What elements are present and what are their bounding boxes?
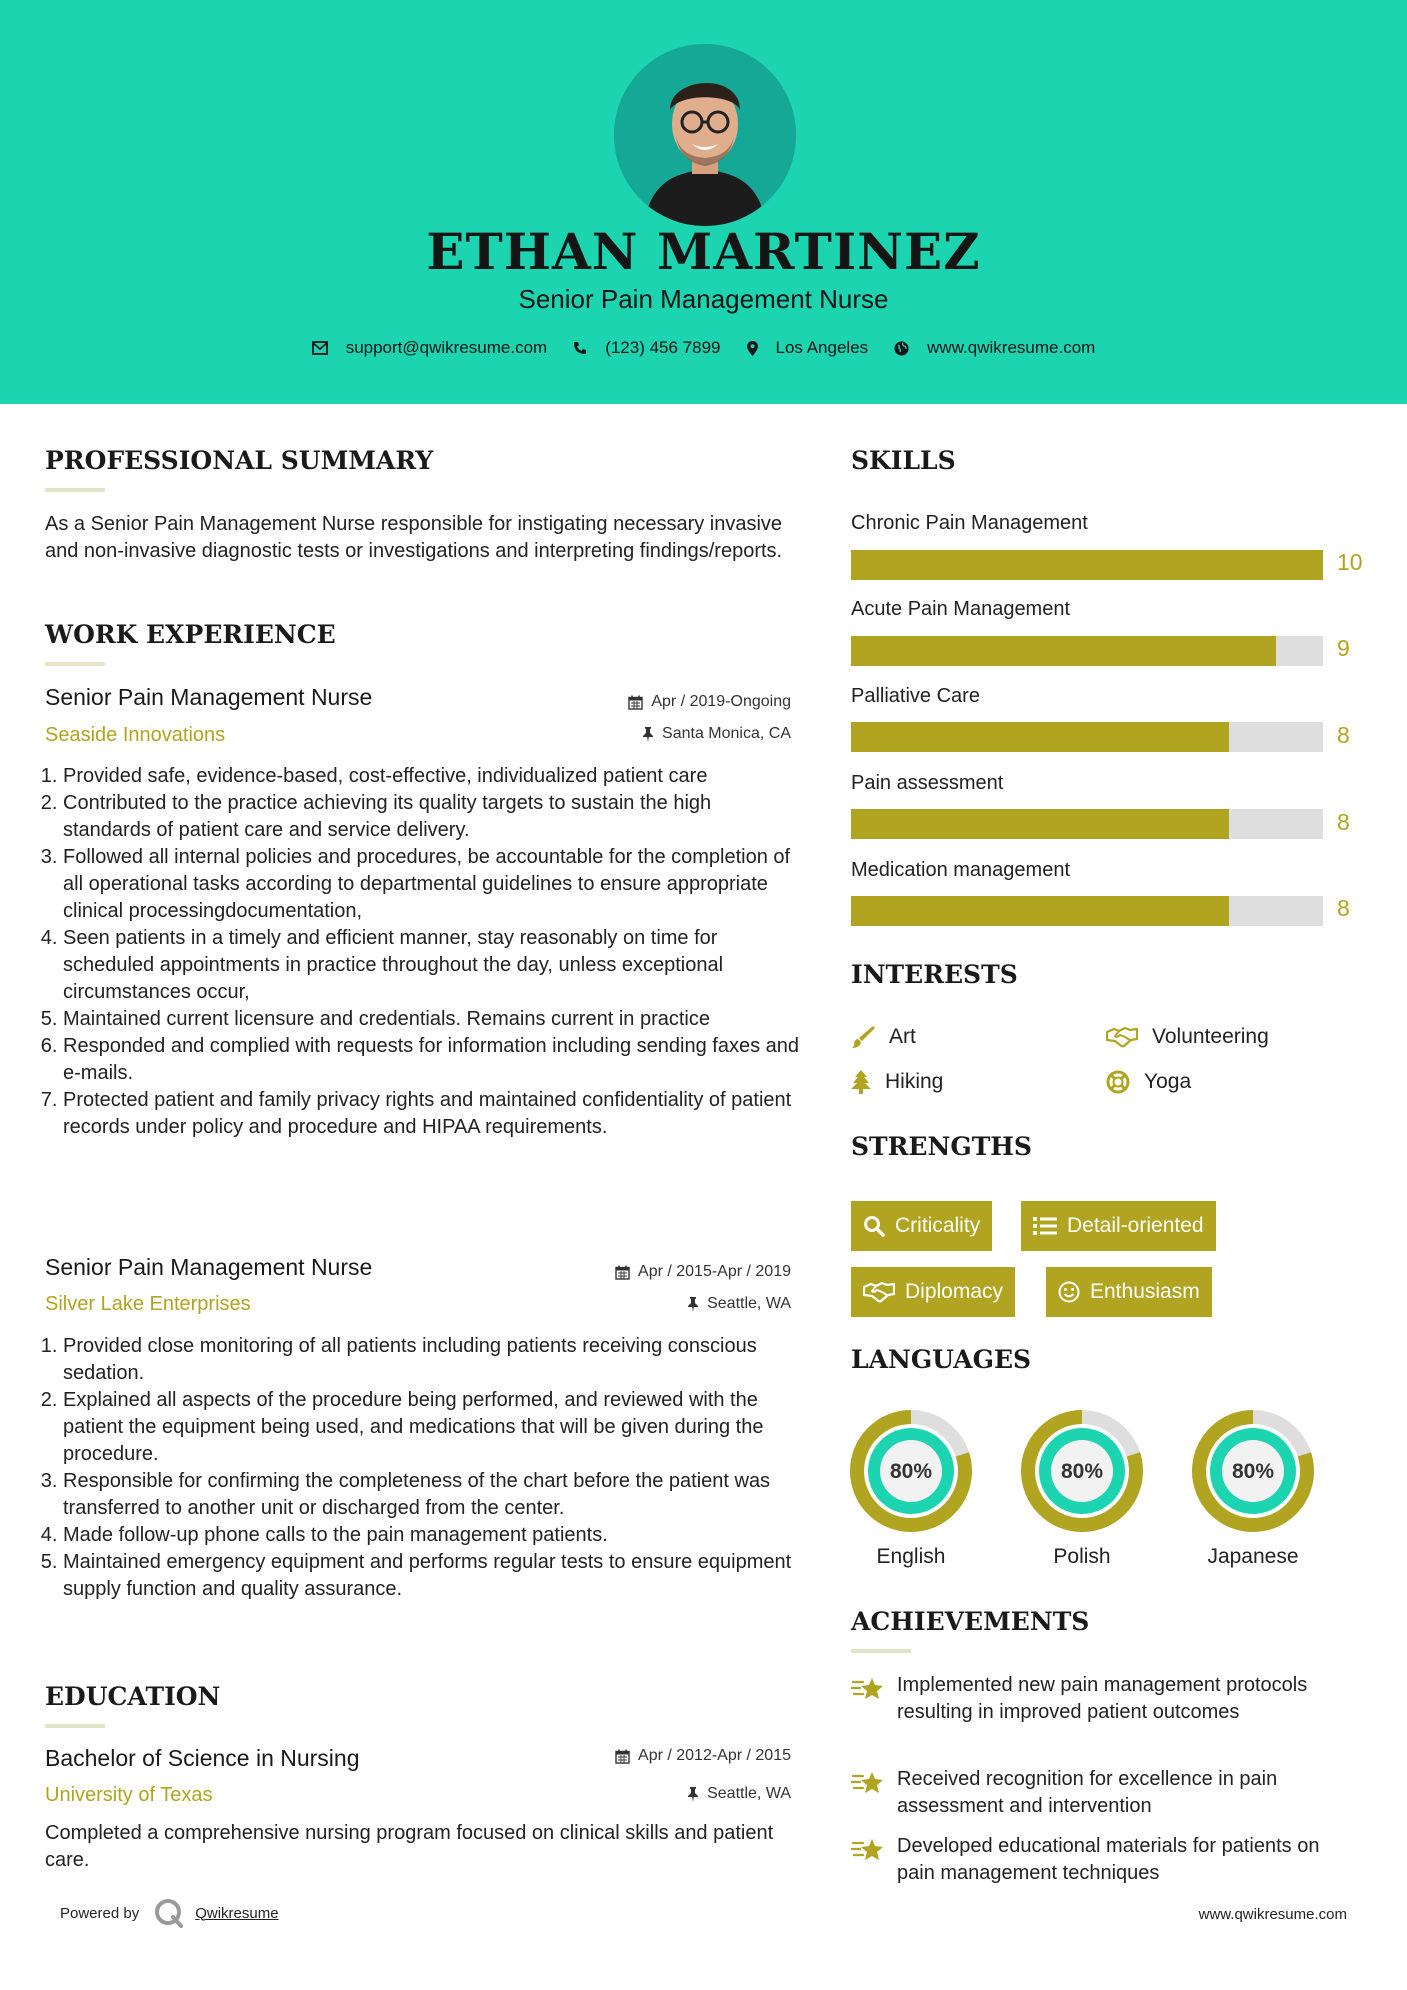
qwikresume-link[interactable]: Qwikresume: [195, 1904, 279, 1922]
pushpin-icon: [687, 1297, 699, 1312]
language-name: Polish: [1053, 1545, 1111, 1568]
job-date-text: Apr / 2015-Apr / 2019: [638, 1263, 791, 1280]
job-title: Senior Pain Management Nurse: [45, 684, 373, 710]
strength-chip: [1021, 1201, 1216, 1251]
contact-website-text: www.qwikresume.com: [927, 338, 1096, 357]
education-divider: [45, 1724, 105, 1728]
strength-chip: [851, 1201, 992, 1251]
language-name: English: [876, 1545, 946, 1568]
work-divider: [45, 662, 105, 666]
contact-location: [747, 338, 869, 358]
skill-name: Pain assessment: [851, 772, 1004, 794]
skill-bar-fill: [851, 896, 1229, 926]
list-item: 7. Protected patient and family privacy rights and maintained confidentiality of patient records under policy and procedure and HIPAA requirements.: [63, 1087, 800, 1141]
list-item: 4. Seen patients in a timely and efficient manner, stay reasonably on time for scheduled appointments in practice throughout the day, unless exceptional circumstances occur,: [63, 925, 800, 1006]
summary-divider: [45, 488, 105, 492]
interest-item: [851, 1025, 916, 1049]
interests-heading: INTERESTS: [851, 960, 1018, 989]
powered-by: [60, 1897, 279, 1929]
phone-icon: [573, 341, 587, 355]
job-location-text: Santa Monica, CA: [662, 725, 791, 742]
list-item: 5. Maintained current licensure and credentials. Remains current in practice: [63, 1006, 800, 1033]
globe-icon: [894, 341, 909, 356]
contact-email[interactable]: [312, 338, 548, 358]
footer-url[interactable]: www.qwikresume.com: [1198, 1906, 1347, 1923]
strength-label: Criticality: [895, 1214, 981, 1237]
interest-item: [1106, 1025, 1269, 1049]
profile-photo: [614, 44, 796, 226]
list-item: 2. Explained all aspects of the procedure being performed, and reviewed with the patient the equipment being used, and medications that will be given during the procedure.: [63, 1387, 800, 1468]
contact-location-text: Los Angeles: [775, 338, 869, 357]
achievement-item: [851, 1766, 1357, 1820]
skill-name: Medication management: [851, 859, 1071, 881]
skills-heading: SKILLS: [851, 446, 956, 475]
skill-value: 10: [1337, 549, 1363, 575]
strength-label: Diplomacy: [905, 1280, 1004, 1303]
strength-chip: [851, 1267, 1015, 1317]
list-item: 1. Provided close monitoring of all patients including patients receiving conscious sedation.: [63, 1333, 800, 1387]
skill-bar-fill: [851, 550, 1323, 580]
contact-bar: [0, 338, 1407, 358]
shooting-star-icon: [851, 1835, 885, 1863]
map-marker-icon: [747, 341, 758, 356]
summary-text: As a Senior Pain Management Nurse responsible for instigating necessary invasive and non-invasive diagnostic tests or investigations and interpreting findings/reports.: [45, 513, 783, 562]
achievement-text: Developed educational materials for patients on pain management techniques: [897, 1835, 1320, 1884]
interest-label: Yoga: [1144, 1070, 1192, 1093]
job-responsibilities: [45, 763, 800, 1141]
skill-bar-fill: [851, 809, 1229, 839]
qwikresume-logo-icon: [153, 1897, 185, 1929]
strengths-heading: STRENGTHS: [851, 1132, 1032, 1161]
strength-label: Enthusiasm: [1090, 1280, 1200, 1303]
job-title: Senior Pain Management Nurse: [45, 1254, 373, 1280]
powered-by-label: Powered by: [60, 1904, 140, 1922]
life-ring-icon: [1106, 1070, 1130, 1094]
skill-bar-fill: [851, 636, 1276, 666]
search-icon: [863, 1215, 885, 1237]
list-item: 5. Maintained emergency equipment and performs regular tests to ensure equipment supply function and quality assurance.: [63, 1549, 800, 1603]
job-date-text: Apr / 2019-Ongoing: [651, 693, 791, 710]
job-company: Silver Lake Enterprises: [45, 1293, 251, 1315]
interest-item: [1106, 1070, 1191, 1094]
interest-label: Hiking: [885, 1070, 944, 1093]
skill-bar: [851, 636, 1323, 666]
tree-icon: [851, 1070, 871, 1094]
school-name: University of Texas: [45, 1784, 213, 1806]
achievements-heading: ACHIEVEMENTS: [851, 1607, 1090, 1636]
calendar-icon: [615, 1265, 630, 1280]
achievement-item: [851, 1672, 1357, 1726]
language-percent: 80%: [1231, 1460, 1275, 1483]
strength-chip: [1046, 1267, 1212, 1317]
contact-phone[interactable]: [573, 338, 720, 358]
achievements-divider: [851, 1649, 911, 1653]
skill-bar: [851, 722, 1323, 752]
job-responsibilities: [45, 1333, 800, 1603]
shooting-star-icon: [851, 1674, 885, 1702]
list-item: 4. Made follow-up phone calls to the pain management patients.: [63, 1522, 800, 1549]
resume-header: [0, 0, 1407, 404]
work-heading: WORK EXPERIENCE: [45, 620, 336, 649]
skill-name: Chronic Pain Management: [851, 512, 1088, 534]
strength-label: Detail-oriented: [1067, 1214, 1204, 1237]
paintbrush-icon: [851, 1025, 875, 1049]
handshake-icon: [1106, 1026, 1138, 1048]
contact-phone-text: (123) 456 7899: [605, 338, 721, 357]
calendar-icon: [615, 1749, 630, 1764]
job-company: Seaside Innovations: [45, 724, 226, 746]
skill-value: 8: [1337, 809, 1350, 835]
calendar-icon: [628, 695, 643, 710]
education-location: [687, 1785, 791, 1803]
interest-item: [851, 1070, 943, 1094]
handshake-icon: [863, 1281, 895, 1303]
education-location-text: Seattle, WA: [707, 1785, 791, 1802]
job-date: [628, 693, 791, 711]
job-location: [642, 725, 791, 743]
language-ring: [850, 1410, 972, 1532]
education-description: Completed a comprehensive nursing program focused on clinical skills and patient care.: [45, 1822, 774, 1871]
education-heading: EDUCATION: [45, 1682, 221, 1711]
skill-bar: [851, 896, 1323, 926]
list-icon: [1033, 1216, 1057, 1236]
interest-label: Volunteering: [1152, 1025, 1269, 1048]
language-ring: [1021, 1410, 1143, 1532]
pushpin-icon: [687, 1787, 699, 1802]
achievement-text: Implemented new pain management protocols resulting in improved patient outcomes: [897, 1674, 1308, 1723]
envelope-icon: [312, 341, 328, 355]
skill-value: 8: [1337, 722, 1350, 748]
job-location-text: Seattle, WA: [707, 1295, 791, 1312]
candidate-title: Senior Pain Management Nurse: [518, 284, 889, 314]
pushpin-icon: [642, 727, 654, 742]
list-item: 6. Responded and complied with requests for information including sending faxes and e-mails.: [63, 1033, 800, 1087]
achievement-text: Received recognition for excellence in pain assessment and intervention: [897, 1768, 1278, 1817]
skill-name: Palliative Care: [851, 685, 980, 707]
job-location: [687, 1295, 791, 1313]
interest-label: Art: [889, 1025, 916, 1048]
achievement-item: [851, 1833, 1357, 1887]
languages-heading: LANGUAGES: [851, 1345, 1032, 1374]
list-item: 1. Provided safe, evidence-based, cost-effective, individualized patient care: [63, 763, 800, 790]
candidate-name: ETHAN MARTINEZ: [426, 222, 981, 281]
skill-value: 8: [1337, 895, 1350, 921]
summary-heading: PROFESSIONAL SUMMARY: [45, 446, 434, 475]
degree-title: Bachelor of Science in Nursing: [45, 1745, 360, 1771]
list-item: 3. Followed all internal policies and procedures, be accountable for the completion of all operational tasks according to departmental guidelines to ensure appropriate clinical processingdocumentation,: [63, 844, 800, 925]
language-percent: 80%: [889, 1460, 933, 1483]
language-ring: [1192, 1410, 1314, 1532]
skill-bar: [851, 809, 1323, 839]
list-item: 2. Contributed to the practice achieving its quality targets to sustain the high standards of patient care and service delivery.: [63, 790, 800, 844]
skill-name: Acute Pain Management: [851, 598, 1071, 620]
language-name: Japanese: [1207, 1545, 1299, 1568]
job-date: [615, 1263, 791, 1281]
language-percent: 80%: [1060, 1460, 1104, 1483]
education-date-text: Apr / 2012-Apr / 2015: [638, 1747, 791, 1764]
shooting-star-icon: [851, 1768, 885, 1796]
skill-bar-fill: [851, 722, 1229, 752]
skill-bar: [851, 550, 1323, 580]
contact-email-text: support@qwikresume.com: [345, 338, 548, 357]
smile-icon: [1058, 1281, 1080, 1303]
skill-value: 9: [1337, 635, 1350, 661]
contact-website[interactable]: [894, 338, 1095, 358]
list-item: 3. Responsible for confirming the completeness of the chart before the patient was transferred to another unit or discharged from the center.: [63, 1468, 800, 1522]
education-date: [615, 1747, 791, 1765]
